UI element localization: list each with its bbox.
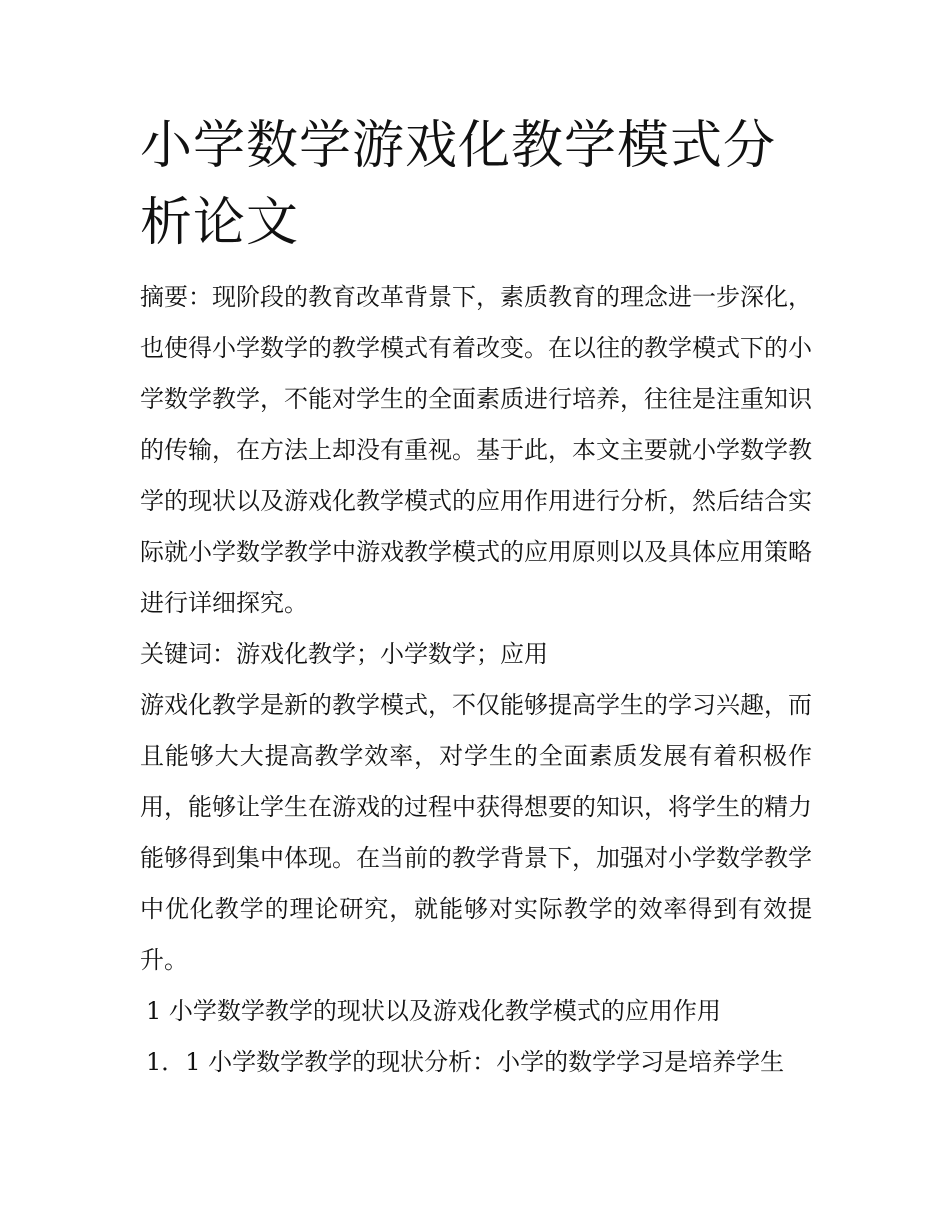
intro-paragraph: 游戏化教学是新的教学模式，不仅能够提高学生的学习兴趣，而且能够大大提高教学效率，对学生的全面素质发展有着积极作用，能够让学生在游戏的过程中获得想要的知识，将学生的精力能够得到集中体现。在当前的教学背景下，加强对小学数学教学中优化教学的理论研究，就能够对实际教学的效率得到有效提升。: [140, 691, 812, 974]
section-1-1-paragraph: 1．1 小学数学教学的现状分析：小学的数学学习是培养学生: [146, 1048, 785, 1076]
keywords-line: 关键词：游戏化教学；小学数学；应用: [140, 640, 548, 668]
document-page: [140, 108, 812, 1088]
abstract-paragraph: 摘要：现阶段的教育改革背景下，素质教育的理念进一步深化，也使得小学数学的教学模式有着改变。在以往的教学模式下的小学数学教学，不能对学生的全面素质进行培养，往往是注重知识的传输，在方法上却没有重视。基于此，本文主要就小学数学教学的现状以及游戏化教学模式的应用作用进行分析，然后结合实际就小学数学教学中游戏教学模式的应用原则以及具体应用策略进行详细探究。: [140, 283, 812, 617]
document-title: 小学数学游戏化教学模式分析论文: [140, 116, 777, 253]
section-1-heading: 1 小学数学教学的现状以及游戏化教学模式的应用作用: [146, 997, 721, 1025]
